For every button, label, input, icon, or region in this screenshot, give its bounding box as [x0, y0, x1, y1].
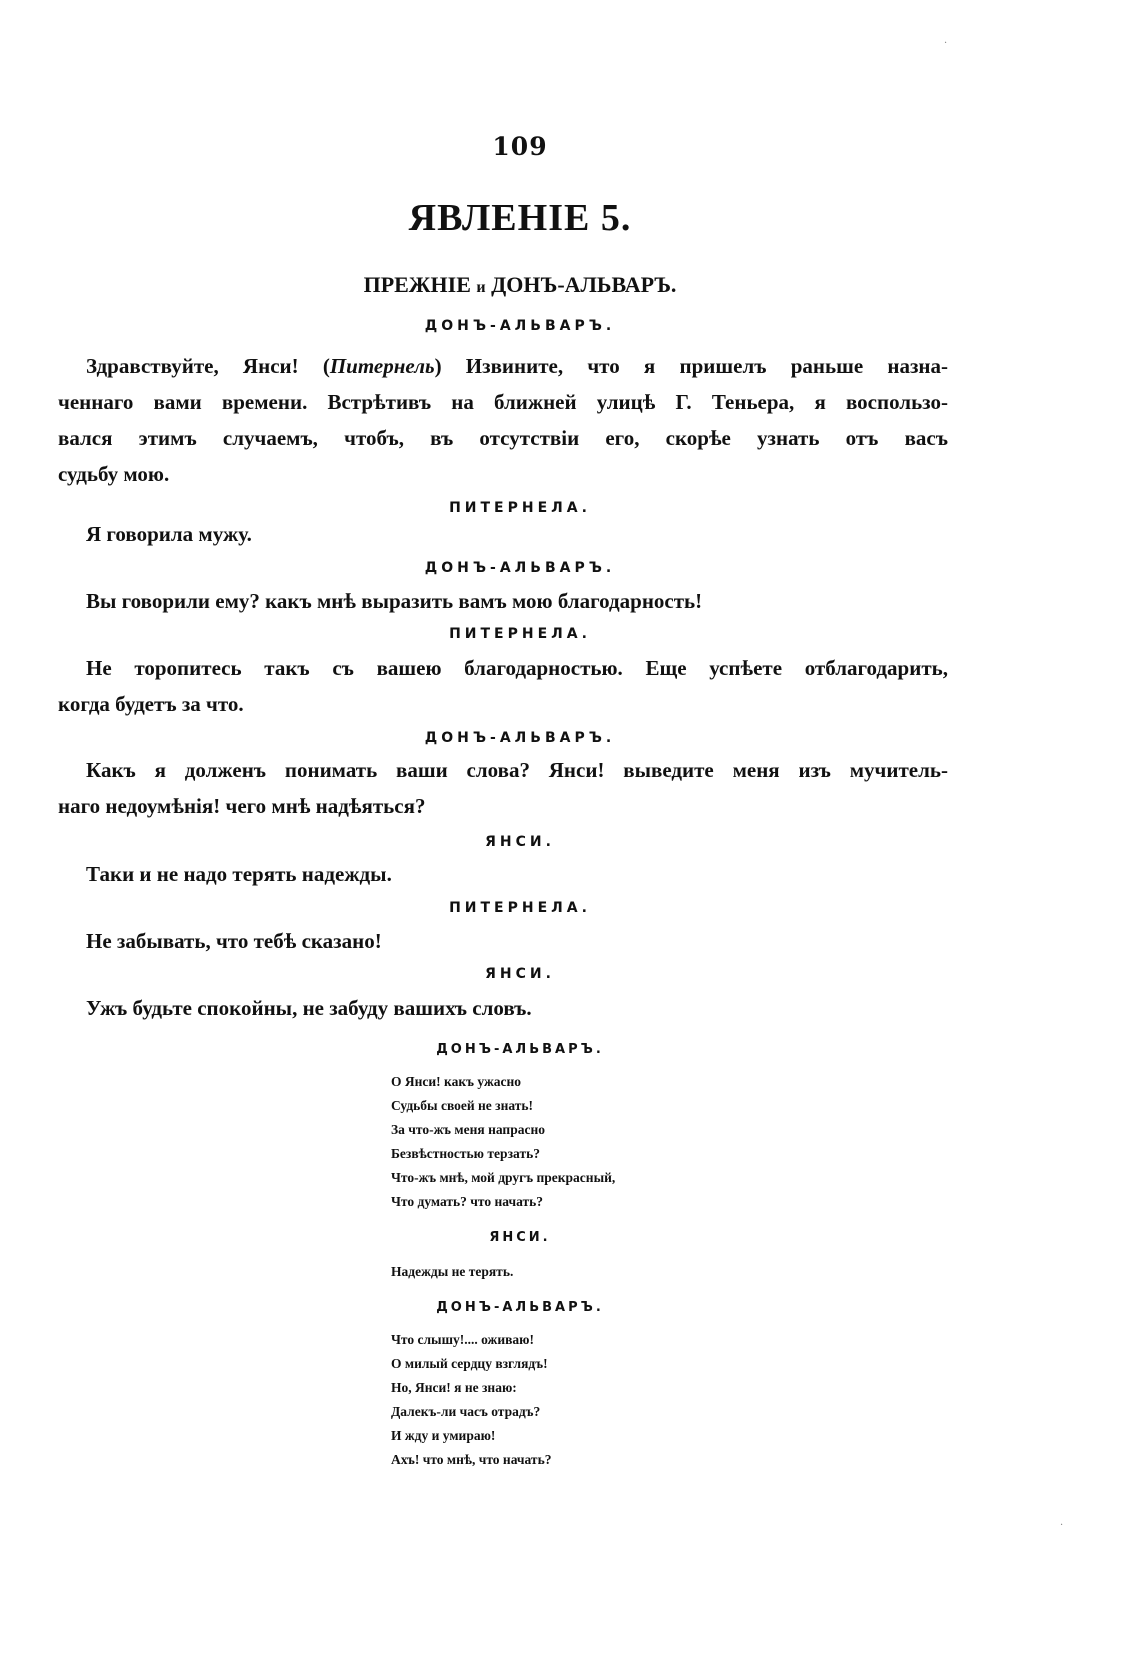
speaker-heading: ПИТЕРНЕЛА. [449, 900, 591, 916]
verse-line: Судьбы своей не знать! [391, 1098, 534, 1113]
dialogue-text: ) Извините, что я пришелъ раньше назна- [434, 354, 948, 378]
speaker-heading: ДОНЪ-АЛЬВАРЪ. [424, 318, 616, 334]
dialogue-line: судьбу мою. [58, 462, 170, 486]
dialogue-line: Я говорила мужу. [86, 522, 252, 546]
dialogue-line: Какъ я долженъ понимать ваши слова? Янси! выведите меня изъ мучитель- [86, 758, 948, 782]
speaker-heading: ЯНСИ. [489, 1230, 551, 1245]
scan-speck: · [1060, 1520, 1064, 1531]
cast-part2: ДОНЪ-АЛЬВАРЪ. [491, 272, 677, 297]
verse-line: Надежды не терять. [391, 1264, 514, 1279]
verse-line: Что-жъ мнѣ, мой другъ прекрасный, [391, 1170, 616, 1185]
verse-line: И жду и умираю! [391, 1428, 496, 1443]
speaker-heading: ЯНСИ. [485, 834, 555, 850]
verse-line: Ахъ! что мнѣ, что начать? [391, 1452, 552, 1467]
verse-line: Безвѣстностью терзать? [391, 1146, 540, 1161]
speaker-heading: ПИТЕРНЕЛА. [449, 500, 591, 516]
scene-title: ЯВЛЕНІЕ 5. [408, 197, 632, 239]
dialogue-line: вался этимъ случаемъ, чтобъ, въ отсутствіи его, скорѣе узнать отъ васъ [58, 426, 948, 450]
cast-part1: ПРЕЖНІЕ [363, 272, 471, 297]
dialogue-line: Не торопитесь такъ съ вашею благодарностью. Еще успѣете отблагодарить, [86, 656, 948, 680]
dialogue-line: наго недоумѣнія! чего мнѣ надѣяться? [58, 794, 426, 818]
speaker-heading: ДОНЪ-АЛЬВАРЪ. [436, 1042, 604, 1057]
stage-direction: Питернель [329, 354, 435, 378]
speaker-heading: ЯНСИ. [485, 966, 555, 982]
verse-line: За что-жъ меня напрасно [391, 1122, 545, 1137]
dialogue-line: ченнаго вами времени. Встрѣтивъ на ближней улицѣ Г. Теньера, я воспользо- [58, 390, 948, 414]
verse-line: Далекъ-ли часъ отрадъ? [391, 1404, 541, 1419]
cast-line [0, 272, 1040, 298]
verse-line: Что слышу!.... оживаю! [391, 1332, 534, 1347]
speaker-heading: ДОНЪ-АЛЬВАРЪ. [424, 730, 616, 746]
verse-line: О Янси! какъ ужасно [391, 1074, 522, 1089]
page-number: 109 [492, 132, 548, 161]
speaker-heading: ПИТЕРНЕЛА. [449, 626, 591, 642]
cast-conjunction: и [476, 279, 486, 296]
dialogue-line: Вы говорили ему? какъ мнѣ выразить вамъ мою благодарность! [86, 589, 703, 613]
dialogue-line: когда будетъ за что. [58, 692, 244, 716]
verse-line: Что думать? что начать? [391, 1194, 544, 1209]
verse-line: О милый сердцу взглядъ! [391, 1356, 548, 1371]
dialogue-text: Здравствуйте, Янси! ( [86, 354, 330, 378]
verse-line: Но, Янси! я не знаю: [391, 1380, 517, 1395]
dialogue-line: Таки и не надо терять надежды. [86, 862, 392, 886]
dialogue-line: Не забывать, что тебѣ сказано! [86, 929, 382, 953]
dialogue-line [86, 348, 948, 384]
scan-speck: · [944, 38, 948, 49]
dialogue-line: Ужъ будьте спокойны, не забуду вашихъ словъ. [86, 996, 532, 1020]
speaker-heading: ДОНЪ-АЛЬВАРЪ. [424, 560, 616, 576]
speaker-heading: ДОНЪ-АЛЬВАРЪ. [436, 1300, 604, 1315]
